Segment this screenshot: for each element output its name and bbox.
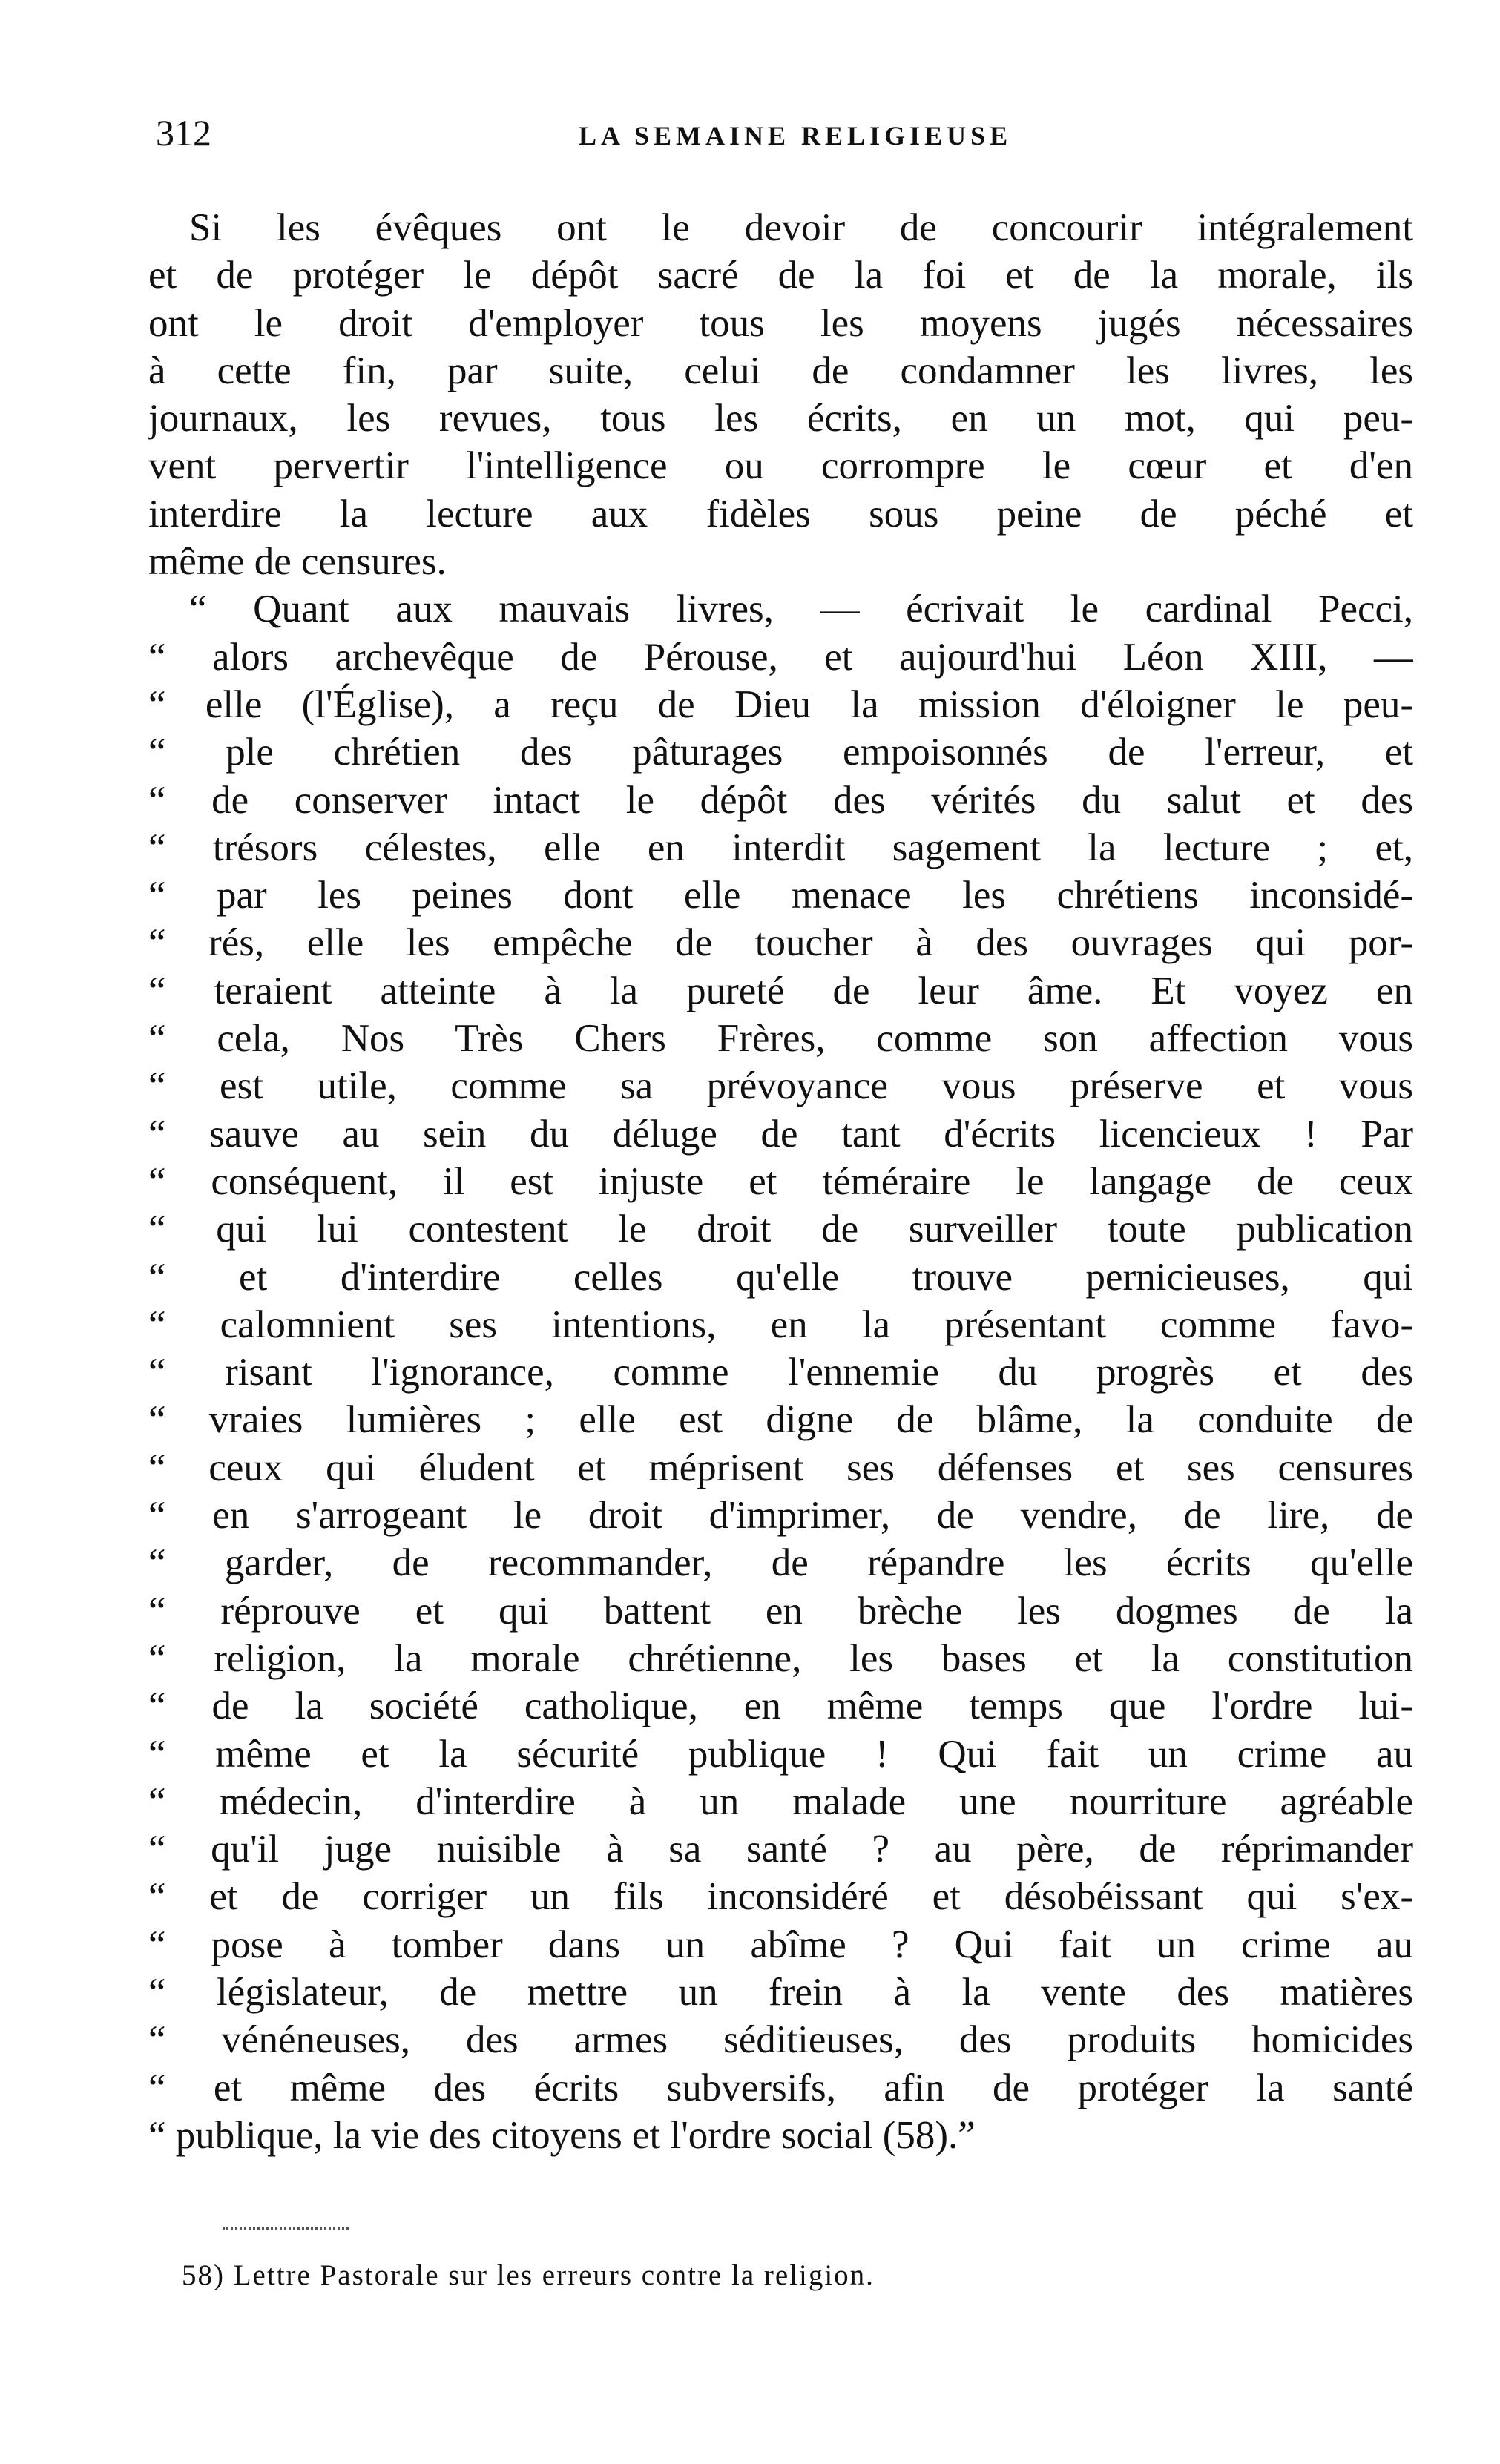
text-line: “ cela, Nos Très Chers Frères, comme son affection vous <box>148 1017 1413 1061</box>
text-line: “ rés, elle les empêche de toucher à des ouvrages qui por- <box>148 921 1413 965</box>
text-line: “ vénéneuses, des armes séditieuses, des produits homicides <box>148 2018 1413 2062</box>
text-line: même de censures. <box>148 540 447 584</box>
text-line: et de protéger le dépôt sacré de la foi et de la morale, ils <box>148 254 1413 297</box>
text-line: “ conséquent, il est injuste et téméraire le langage de ceux <box>148 1159 1413 1203</box>
text-line: “ trésors célestes, elle en interdit sagement la lecture ; et, <box>148 826 1413 869</box>
text-line: “ risant l'ignorance, comme l'ennemie du progrès et des <box>148 1351 1413 1394</box>
text-line: “ qu'il juge nuisible à sa santé ? au père, de réprimander <box>148 1828 1413 1871</box>
page-number: 312 <box>156 112 211 154</box>
text-line: “ réprouve et qui battent en brèche les dogmes de la <box>148 1589 1413 1633</box>
footnote-rule <box>223 2227 349 2230</box>
text-line: “ de conserver intact le dépôt des vérités du salut et des <box>148 778 1413 822</box>
text-line: “ ple chrétien des pâturages empoisonnés de l'erreur, et <box>148 731 1413 774</box>
text-line: “ en s'arrogeant le droit d'imprimer, de vendre, de lire, de <box>148 1494 1413 1538</box>
text-line: “ de la société catholique, en même temps que l'ordre lui- <box>148 1684 1413 1728</box>
text-line: “ par les peines dont elle menace les chrétiens inconsidé- <box>148 874 1413 918</box>
text-line: journaux, les revues, tous les écrits, en un mot, qui peu- <box>148 397 1413 441</box>
page-header <box>148 111 1409 156</box>
text-line: “ et d'interdire celles qu'elle trouve pernicieuses, qui <box>148 1255 1413 1299</box>
text-line: “ garder, de recommander, de répandre les écrits qu'elle <box>148 1541 1413 1585</box>
text-line: à cette fin, par suite, celui de condamner les livres, les <box>148 349 1413 392</box>
text-line: “ teraient atteinte à la pureté de leur âme. Et voyez en <box>148 969 1413 1012</box>
text-line: “ elle (l'Église), a reçu de Dieu la mission d'éloigner le peu- <box>148 682 1413 726</box>
text-line: “ ceux qui éludent et méprisent ses défenses et ses censures <box>148 1446 1413 1489</box>
text-line: “ publique, la vie des citoyens et l'ordre social (58).” <box>148 2113 976 2157</box>
text-line: “ sauve au sein du déluge de tant d'écrits licencieux ! Par <box>148 1112 1413 1156</box>
text-line: “ et de corriger un fils inconsidéré et désobéissant qui s'ex- <box>148 1875 1413 1919</box>
text-line: vent pervertir l'intelligence ou corrompre le cœur et d'en <box>148 444 1413 488</box>
text-line: “ Quant aux mauvais livres, — écrivait le cardinal Pecci, <box>189 587 1413 631</box>
footnote: 58) Lettre Pastorale sur les erreurs contre la religion. <box>182 2259 875 2291</box>
text-line: “ qui lui contestent le droit de surveiller toute publication <box>148 1208 1413 1251</box>
text-line: “ même et la sécurité publique ! Qui fait un crime au <box>148 1732 1413 1776</box>
text-line: “ pose à tomber dans un abîme ? Qui fait un crime au <box>148 1923 1413 1966</box>
text-line: “ calomnient ses intentions, en la présentant comme favo- <box>148 1302 1413 1346</box>
text-line: “ et même des écrits subversifs, afin de protéger la santé <box>148 2066 1413 2109</box>
text-line: “ législateur, de mettre un frein à la vente des matières <box>148 1970 1413 2014</box>
text-line: interdire la lecture aux fidèles sous peine de péché et <box>148 492 1413 536</box>
text-line: “ est utile, comme sa prévoyance vous préserve et vous <box>148 1064 1413 1108</box>
body-text <box>148 204 1413 2159</box>
text-line: “ médecin, d'interdire à un malade une nourriture agréable <box>148 1779 1413 1823</box>
text-line: “ vraies lumières ; elle est digne de blâme, la conduite de <box>148 1398 1413 1442</box>
text-line: “ religion, la morale chrétienne, les bases et la constitution <box>148 1636 1413 1680</box>
running-title: LA SEMAINE RELIGIEUSE <box>579 121 1013 151</box>
text-line: Si les évêques ont le devoir de concourir intégralement <box>189 206 1413 249</box>
text-line: ont le droit d'employer tous les moyens jugés nécessaires <box>148 301 1413 345</box>
text-line: “ alors archevêque de Pérouse, et aujourd'hui Léon XIII, — <box>148 635 1413 679</box>
